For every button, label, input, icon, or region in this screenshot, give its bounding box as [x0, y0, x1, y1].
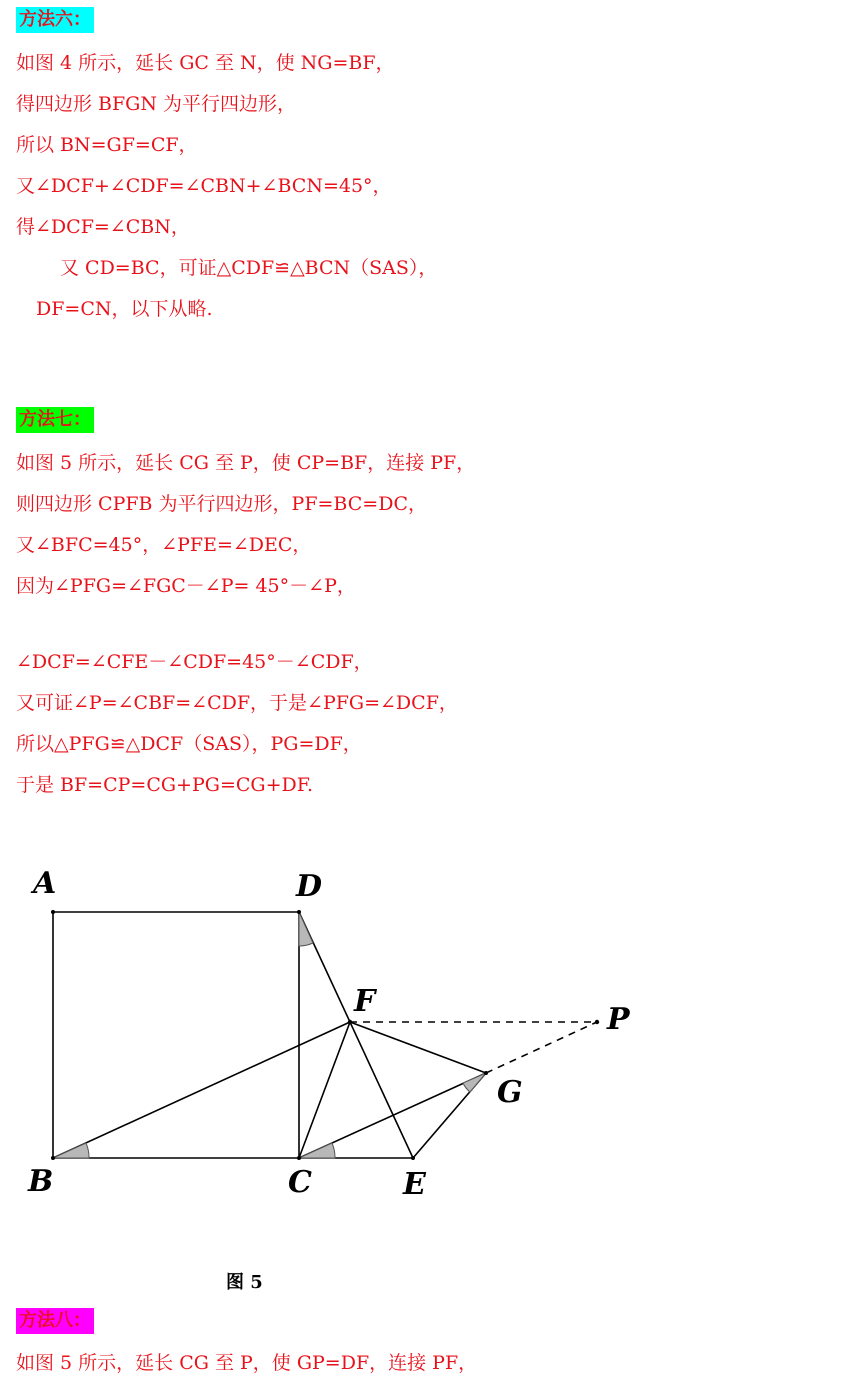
method6-line-4: 又∠DCF+∠CDF=∠CBN+∠BCN=45°，	[16, 175, 392, 197]
geometry-figure	[0, 855, 700, 1210]
method7-line-6: 又可证∠P=∠CBF=∠CDF，于是∠PFG=∠DCF，	[16, 692, 458, 714]
method6-line-6: 又 CD=BC，可证△CDF≌△BCN（SAS），	[60, 257, 438, 279]
method6-line-5: 得∠DCF=∠CBN，	[16, 216, 190, 238]
segment-DE	[299, 912, 413, 1158]
segment-BF	[53, 1022, 350, 1158]
method7-line-3: 又∠BFC=45°，∠PFE=∠DEC，	[16, 534, 312, 556]
angle-mark-B	[53, 1143, 89, 1158]
method7-line-5: ∠DCF=∠CFE－∠CDF=45°－∠CDF，	[16, 651, 373, 673]
label-A: A	[33, 866, 57, 901]
angle-mark-G	[463, 1073, 486, 1092]
method7-line-7: 所以△PFG≌△DCF（SAS），PG=DF，	[16, 733, 362, 755]
figure-caption: 图 5	[226, 1272, 263, 1293]
method6-line-3: 所以 BN=GF=CF，	[16, 134, 198, 156]
method6-line-7: DF=CN，以下从略.	[36, 298, 213, 320]
method6-heading: 方法六：	[16, 7, 94, 33]
label-D: D	[296, 869, 323, 904]
label-P: P	[607, 1002, 630, 1037]
method7-line-8: 于是 BF=CP=CG+PG=CG+DF.	[16, 774, 313, 796]
label-E: E	[403, 1167, 426, 1202]
label-F: F	[354, 984, 376, 1019]
method7-line-4: 因为∠PFG=∠FGC－∠P= 45°－∠P，	[16, 575, 356, 597]
label-C: C	[288, 1165, 312, 1200]
segment-GP-dashed	[486, 1022, 597, 1073]
angle-mark-D	[299, 912, 313, 946]
method7-line-2: 则四边形 CPFB 为平行四边形，PF=BC=DC，	[16, 493, 427, 515]
label-B: B	[28, 1164, 54, 1199]
method6-line-1: 如图 4 所示，延长 GC 至 N，使 NG=BF，	[16, 52, 395, 74]
method8-line-1: 如图 5 所示，延长 CG 至 P，使 GP=DF，连接 PF，	[16, 1352, 478, 1374]
method7-heading: 方法七：	[16, 407, 94, 433]
method7-line-1: 如图 5 所示，延长 CG 至 P，使 CP=BF，连接 PF，	[16, 452, 476, 474]
method8-heading: 方法八：	[16, 1308, 94, 1334]
label-G: G	[497, 1075, 523, 1110]
method6-line-2: 得四边形 BFGN 为平行四边形，	[16, 93, 297, 115]
